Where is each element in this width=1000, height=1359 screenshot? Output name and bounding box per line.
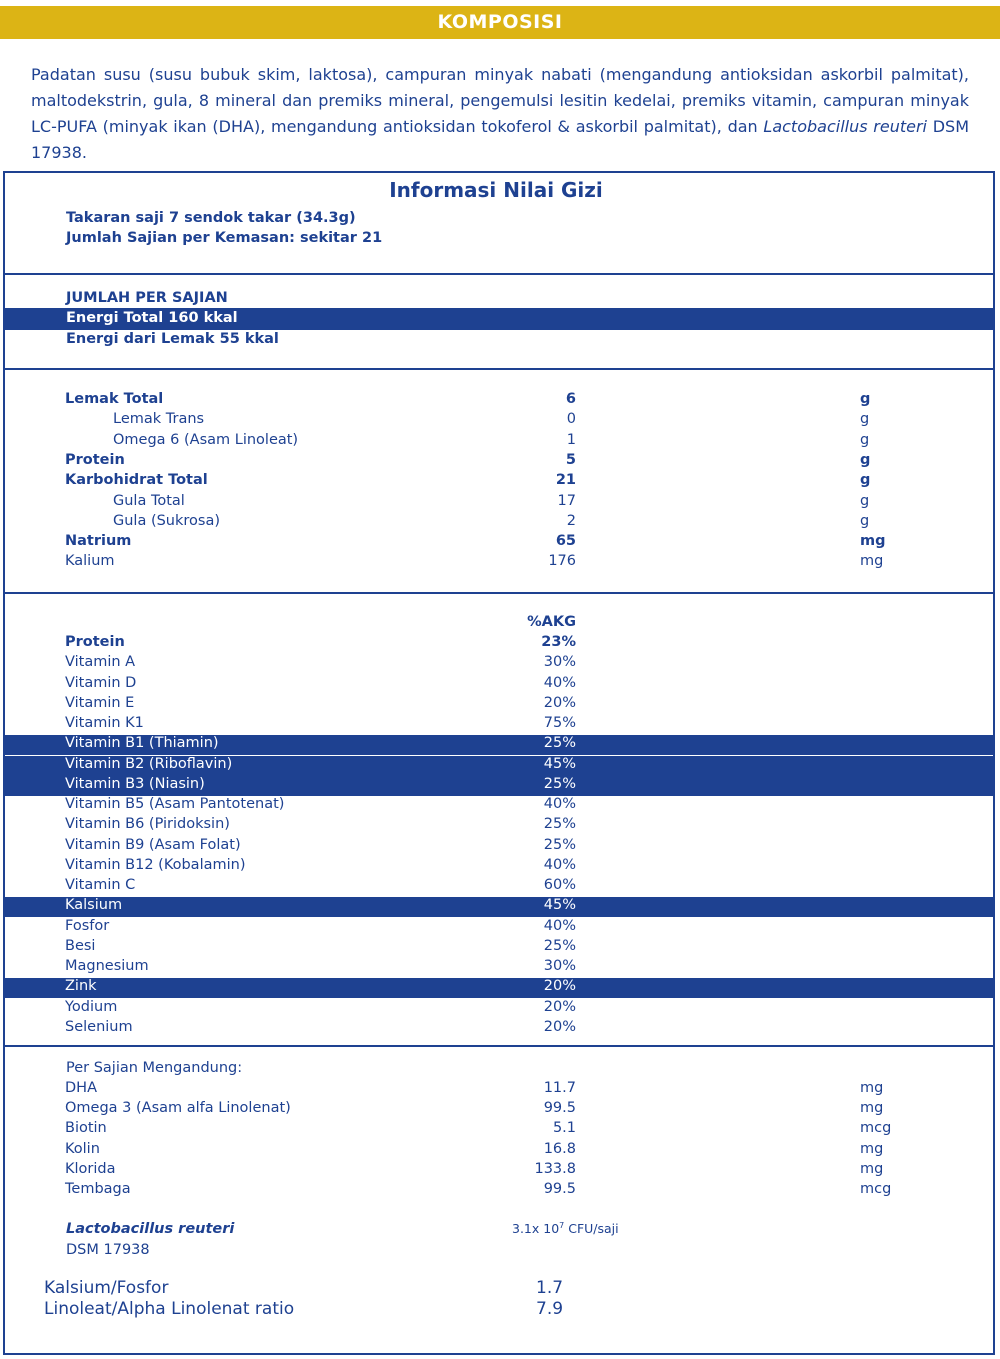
per-serving-row [5, 1141, 993, 1161]
akg-value: 25% [543, 836, 576, 853]
divider [5, 1045, 993, 1047]
per-serving-row [5, 1120, 993, 1140]
akg-header: %AKG [527, 614, 576, 630]
macro-name: Karbohidrat Total [65, 472, 208, 489]
akg-row [5, 816, 993, 836]
akg-value: 25% [543, 937, 576, 954]
composition-text-main: Padatan susu (susu bubuk skim, laktosa), campuran minyak nabati (mengandung antioksidan askorbil palmitat), maltodekstrin, gula, 8 mineral dan premiks mineral, pengemulsi lesitin kedelai, premiks vitamin, campuran minyak LC-PUFA (minyak ikan (DHA), mengandung antioksidan tokoferol & askorbil palmitat), dan [31, 65, 969, 136]
macro-row [5, 472, 993, 492]
akg-name: Vitamin B3 (Niasin) [65, 775, 205, 792]
per-serving-row [5, 1080, 993, 1100]
akg-value: 40% [543, 917, 576, 934]
macro-row [5, 411, 993, 431]
macro-value: 21 [555, 472, 576, 489]
akg-row [5, 675, 993, 695]
macro-unit: g [860, 391, 871, 407]
akg-value: 40% [543, 796, 576, 812]
akg-name: Vitamin D [65, 674, 137, 691]
per-serving-value: 99.5 [543, 1100, 576, 1117]
macro-row [5, 391, 993, 411]
jumlah-label: JUMLAH PER SAJIAN [66, 290, 228, 306]
macro-name: Protein [65, 451, 125, 468]
akg-row [5, 796, 993, 816]
akg-value: 20% [543, 694, 576, 711]
macro-row [5, 553, 993, 573]
probiotic-name [66, 1221, 234, 1237]
macro-row [5, 493, 993, 513]
akg-row [5, 938, 993, 958]
ratio-value: 1.7 [536, 1278, 564, 1298]
macro-unit: g [860, 431, 870, 448]
per-serving-value: 16.8 [543, 1140, 576, 1157]
macro-value: 6 [565, 391, 576, 407]
macro-row [5, 432, 993, 452]
akg-row [5, 695, 993, 715]
akg-name: Vitamin B2 (Riboflavin) [65, 755, 233, 772]
divider [5, 368, 993, 370]
akg-value: 45% [543, 897, 576, 914]
akg-row-highlighted [5, 735, 993, 755]
probiotic-value [512, 1221, 619, 1236]
macro-name: Gula Total [113, 492, 185, 509]
akg-value: 20% [543, 1018, 576, 1035]
akg-value: 30% [543, 654, 576, 671]
per-serving-unit: mcg [860, 1181, 892, 1197]
akg-name: Vitamin B6 (Piridoksin) [65, 816, 230, 833]
composition-text-italic: Lactobacillus reuteri [763, 117, 927, 136]
akg-name: Vitamin E [65, 694, 135, 711]
per-serving-unit: mg [860, 1100, 884, 1117]
akg-row [5, 999, 993, 1019]
per-serving-value: 11.7 [543, 1080, 576, 1096]
per-serving-value: 5.1 [552, 1120, 576, 1137]
akg-value: 25% [543, 735, 576, 752]
divider [5, 592, 993, 594]
macro-unit: g [860, 492, 870, 509]
probiotic-value-exp: 7 [559, 1221, 565, 1230]
macro-row [5, 533, 993, 553]
macro-value: 2 [566, 512, 576, 529]
akg-row [5, 1019, 993, 1039]
per-serving-name: Klorida [65, 1160, 116, 1177]
akg-row [5, 715, 993, 735]
divider [5, 273, 993, 275]
akg-name: Magnesium [65, 958, 149, 974]
per-serving-unit: mg [860, 1160, 884, 1177]
per-serving-value: 133.8 [534, 1160, 576, 1177]
akg-row-highlighted [5, 897, 993, 917]
akg-name: Protein [65, 634, 125, 650]
akg-name: Zink [65, 978, 97, 995]
ratio-row [0, 1299, 992, 1321]
macro-value: 17 [557, 492, 576, 509]
akg-value: 40% [543, 674, 576, 691]
ratio-value: 7.9 [536, 1299, 564, 1319]
akg-row [5, 837, 993, 857]
macro-name: Kalium [65, 553, 115, 570]
macro-name: Lemak Trans [113, 411, 205, 428]
akg-name: Yodium [65, 998, 118, 1015]
nutrition-title: Informasi Nilai Gizi [389, 178, 603, 202]
per-serving-unit: mg [860, 1080, 884, 1096]
akg-name: Selenium [65, 1018, 133, 1035]
per-serving-row [5, 1100, 993, 1120]
akg-value: 23% [541, 634, 576, 650]
akg-value: 25% [543, 816, 576, 833]
akg-value: 30% [543, 958, 576, 974]
akg-row [5, 634, 993, 654]
akg-row [5, 877, 993, 897]
akg-name: Vitamin B1 (Thiamin) [65, 735, 219, 752]
macro-unit: g [860, 451, 871, 468]
komposisi-banner: KOMPOSISI [0, 6, 1000, 39]
akg-row-highlighted [5, 776, 993, 796]
macro-value: 5 [565, 451, 576, 468]
macro-value: 65 [555, 533, 576, 550]
akg-name: Vitamin B5 (Asam Pantotenat) [65, 796, 285, 812]
probiotic-value-base: 3.1x 10 [512, 1221, 560, 1237]
per-serving-label: Per Sajian Mengandung: [66, 1060, 243, 1076]
akg-value: 60% [543, 877, 576, 893]
per-serving-row [5, 1181, 993, 1201]
macro-unit: mg [860, 533, 886, 550]
macro-name: Gula (Sukrosa) [113, 512, 221, 529]
akg-value: 40% [543, 856, 576, 873]
per-serving-name: Tembaga [65, 1181, 131, 1197]
per-serving-name: Kolin [65, 1140, 100, 1157]
probiotic-name-text: Lactobacillus reuteri [66, 1221, 235, 1237]
composition-text-end: DSM 17938. [31, 117, 970, 162]
per-serving-name: DHA [65, 1080, 97, 1096]
per-serving-unit: mcg [860, 1120, 892, 1137]
akg-row [5, 857, 993, 877]
macro-unit: g [860, 512, 870, 529]
macro-unit: g [860, 472, 871, 489]
composition-text [31, 62, 969, 166]
akg-value: 75% [543, 715, 576, 731]
akg-name: Vitamin A [65, 654, 136, 671]
akg-row-highlighted [5, 978, 993, 998]
macro-value: 0 [566, 411, 576, 428]
akg-value: 25% [543, 775, 576, 792]
akg-value: 20% [543, 978, 576, 995]
akg-value: 45% [543, 755, 576, 772]
servings-per-pack: Jumlah Sajian per Kemasan: sekitar 21 [66, 230, 383, 246]
macro-unit: g [860, 411, 870, 428]
macro-row [5, 513, 993, 533]
ratio-row [0, 1278, 992, 1300]
macro-value: 1 [566, 431, 576, 448]
macro-row [5, 452, 993, 472]
macro-value: 176 [548, 553, 576, 570]
akg-name: Vitamin K1 [65, 715, 144, 731]
probiotic-value-unit: CFU/saji [568, 1221, 619, 1237]
akg-name: Besi [65, 937, 96, 954]
macro-unit: mg [860, 553, 884, 570]
akg-name: Fosfor [65, 917, 110, 934]
akg-header-row [5, 614, 993, 634]
akg-name: Vitamin C [65, 877, 136, 893]
ratio-name: Kalsium/Fosfor [44, 1278, 169, 1298]
macro-name: Omega 6 (Asam Linoleat) [113, 431, 299, 448]
per-serving-unit: mg [860, 1140, 884, 1157]
per-serving-name: Omega 3 (Asam alfa Linolenat) [65, 1100, 291, 1117]
macro-name: Natrium [65, 533, 132, 550]
akg-row-highlighted [5, 756, 993, 776]
akg-name: Kalsium [65, 897, 123, 914]
energy-fat: Energi dari Lemak 55 kkal [66, 331, 279, 347]
akg-name: Vitamin B12 (Kobalamin) [65, 856, 246, 873]
ratio-name: Linoleat/Alpha Linolenat ratio [44, 1299, 295, 1319]
macro-name: Lemak Total [65, 391, 164, 407]
akg-row [5, 918, 993, 938]
akg-row [5, 654, 993, 674]
energy-total: Energi Total 160 kkal [66, 310, 238, 326]
per-serving-value: 99.5 [543, 1181, 576, 1197]
akg-row [5, 958, 993, 978]
akg-value: 20% [543, 998, 576, 1015]
per-serving-name: Biotin [65, 1120, 107, 1137]
serving-size: Takaran saji 7 sendok takar (34.3g) [66, 210, 356, 226]
per-serving-row [5, 1161, 993, 1181]
probiotic-strain: DSM 17938 [66, 1242, 150, 1258]
akg-name: Vitamin B9 (Asam Folat) [65, 836, 241, 853]
